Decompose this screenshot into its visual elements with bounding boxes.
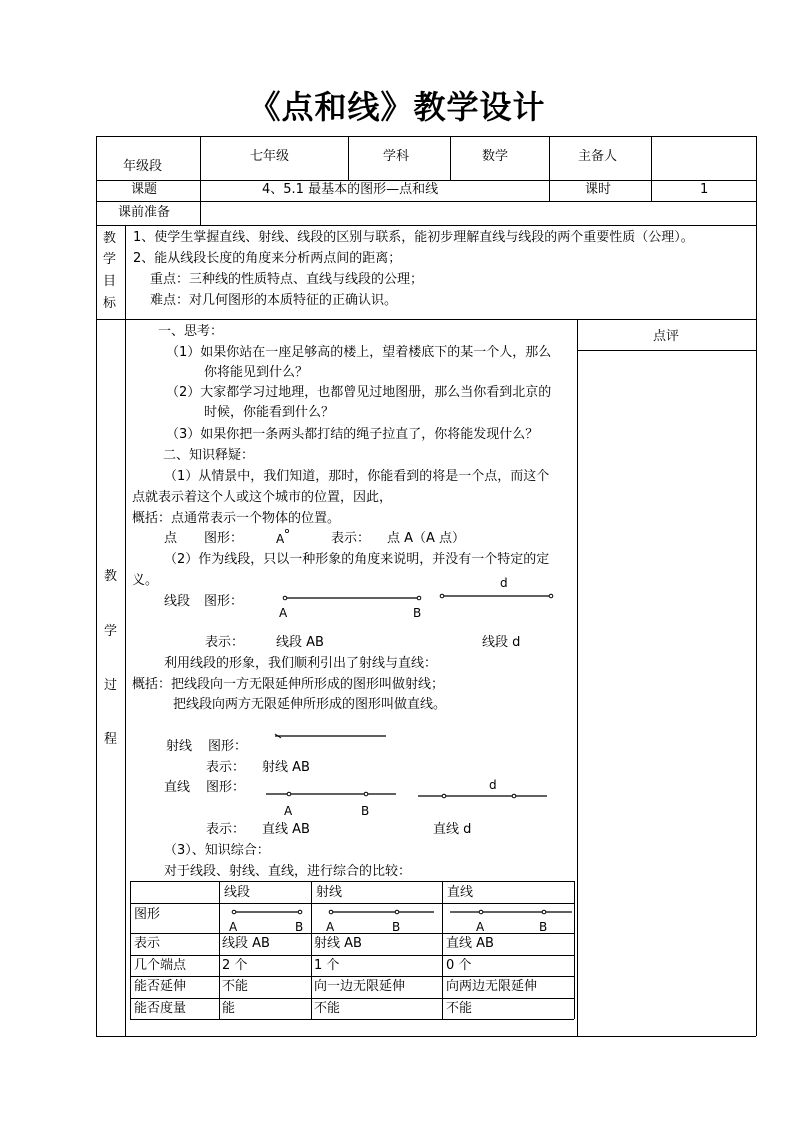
hours-value: 1 [700,182,709,197]
line-B-label: B [361,804,370,818]
point-represent-label: 表示： [331,531,371,546]
line-d-figure [418,794,547,798]
compare-seg-B: B [295,920,304,934]
compare-header-ray: 射线 [316,885,343,900]
line-represent-d: 直线 d [433,822,472,837]
line-represent-label: 表示： [206,822,246,837]
compare-seg-A: A [229,920,238,934]
paragraph-2a: （2）作为线段，只以一种形象的角度来说明，并没有一个特定的定 [164,552,550,567]
ray-represent-label: 表示： [206,760,246,775]
summary-1: 概括：点通常表示一个物体的位置。 [132,511,341,526]
ray-label: 射线 [166,739,193,754]
compare-figure-label: 图形 [134,907,161,922]
segment-figure-label: 图形： [204,594,244,609]
segment-d-figure [440,594,553,598]
knowledge-heading: 二、知识释疑： [163,448,255,463]
summary-2b: 把线段向两方无限延伸所形成的图形叫做直线。 [173,697,447,712]
question-3: （3）如果你把一条两头都打结的绳子拉直了，你将能发现什么？ [166,427,539,442]
goal-difficulty: 难点：对几何图形的本质特征的正确认识。 [150,293,398,308]
segment-label: 线段 [164,594,191,609]
subject-label: 学科 [383,149,410,164]
topic-label: 课题 [131,182,158,197]
think-heading: 一、思考： [158,324,224,339]
point-figure-label: 图形： [204,531,244,546]
question-2b: 时候，你能看到什么？ [204,405,335,420]
question-2a: （2）大家都学习过地理，也都曾见过地图册，那么当你看到北京的 [166,385,552,400]
compare-segment-figure [232,910,302,914]
question-1b: 你将能见到什么？ [204,365,309,380]
ray-figure [275,734,386,738]
ray-figure-label: 图形： [208,739,248,754]
segment-B-label: B [413,606,422,620]
synthesis-heading: （3）、知识综合： [164,843,270,858]
topic-value: 4、5.1 最基本的图形—点和线 [262,182,439,197]
compare-ray-A: A [326,920,335,934]
line-label: 直线 [164,780,191,795]
compare-intro: 对于线段、射线、直线，进行综合的比较： [164,864,412,879]
compare-ray-B: B [392,920,401,934]
page-title: 《点和线》教学设计 [248,88,546,126]
paragraph-2b: 义。 [132,573,159,588]
ray-represent-value: 射线 AB [262,760,310,775]
segment-ab-figure [283,596,421,600]
compare-line-A: A [476,920,485,934]
summary-2a: 概括：把线段向一方无限延伸所形成的图形叫做射线； [132,677,445,692]
goal-line-2: 2、能从线段长度的角度来分析两点间的距离； [133,251,402,266]
paragraph-1b: 点就表示着这个人或这个城市的位置，因此， [132,490,393,505]
compare-header-line: 直线 [447,885,474,900]
prep-label: 课前准备 [118,205,171,220]
hours-label: 课时 [585,182,612,197]
segment-represent-d: 线段 d [482,635,521,650]
line-ab-figure [266,792,396,796]
point-A-dot [285,529,288,532]
segment-represent-label: 表示： [205,635,245,650]
compare-ray-figure [329,910,434,914]
point-label: 点 [164,531,178,546]
segment-A-label: A [279,606,288,620]
subject-value: 数学 [482,149,509,164]
preparer-label: 主备人 [578,149,618,164]
compare-line-figure [450,910,572,914]
line-represent-ab: 直线 AB [262,822,310,837]
segment-represent-ab: 线段 AB [276,635,324,650]
line-figure-label: 图形： [206,780,246,795]
compare-header-segment: 线段 [224,885,251,900]
question-1a: （1）如果你站在一座足够高的楼上，望着楼底下的某一个人，那么 [166,345,552,360]
point-represent-value: 点 A（A 点） [387,531,466,546]
lead-text: 利用线段的形象，我们顺利引出了射线与直线： [164,656,438,671]
review-label: 点评 [653,329,680,344]
point-figure-A: A [276,532,285,546]
grade-label: 年级段 [123,159,163,174]
paragraph-1a: （1）从情景中，我们知道，那时，你能看到的将是一个点，而这个 [164,469,550,484]
compare-line-B: B [539,920,548,934]
line-A-label: A [284,804,293,818]
segment-d-label: d [500,576,508,590]
line-d-label: d [489,778,497,792]
grade-value: 七年级 [250,149,290,164]
goal-key-point: 重点：三种线的性质特点、直线与线段的公理； [150,272,424,287]
goal-line-1: 1、使学生掌握直线、射线、线段的区别与联系，能初步理解直线与线段的两个重要性质（公理）。 [133,230,694,245]
